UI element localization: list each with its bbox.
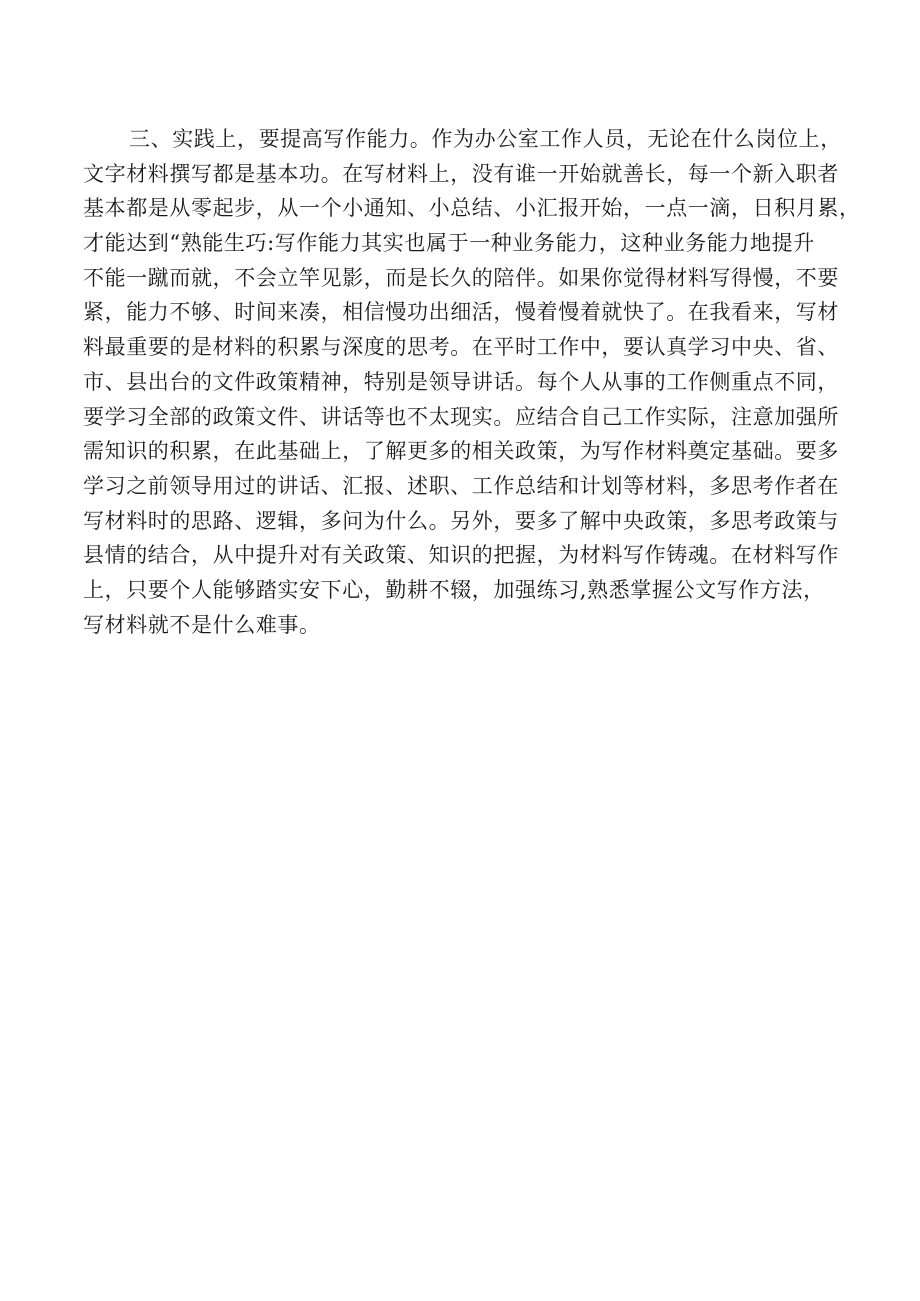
paragraph-line: 学习之前领导用过的讲话、汇报、述职、工作总结和计划等材料，多思考作者在 bbox=[83, 473, 839, 498]
paragraph-line: 县情的结合，从中提升对有关政策、知识的把握，为材料写作铸魂。在材料写作 bbox=[83, 543, 839, 568]
paragraph-line: 上，只要个人能够踏实安下心，勤耕不辍，加强练习,熟悉掌握公文写作方法， bbox=[83, 577, 825, 602]
body-paragraph bbox=[83, 122, 863, 642]
paragraph-line: 需知识的积累，在此基础上，了解更多的相关政策，为写作材料奠定基础。要多 bbox=[83, 439, 839, 464]
paragraph-line: 不能一蹴而就，不会立竿见影，而是长久的陪伴。如果你觉得材料写得慢，不要 bbox=[83, 265, 839, 290]
paragraph-line: 才能达到“熟能生巧:写作能力其实也属于一种业务能力，这种业务能力地提升 bbox=[83, 231, 815, 256]
paragraph-line: 要学习全部的政策文件、讲话等也不太现实。应结合自己工作实际，注意加强所 bbox=[83, 404, 839, 429]
paragraph-line: 文字材料撰写都是基本功。在写材料上，没有谁一开始就善长，每一个新入职者 bbox=[83, 161, 839, 186]
paragraph-line: 写材料就不是什么难事。 bbox=[83, 612, 321, 637]
paragraph-line: 写材料时的思路、逻辑，多问为什么。另外，要多了解中央政策，多思考政策与 bbox=[83, 508, 839, 533]
paragraph-line: 基本都是从零起步，从一个小通知、小总结、小汇报开始，一点一滴，日积月累， bbox=[83, 196, 861, 221]
paragraph-line: 三、实践上，要提高写作能力。作为办公室工作人员，无论在什么岗位上， bbox=[129, 127, 842, 151]
paragraph-line: 紧，能力不够、时间来凑，相信慢功出细活，慢着慢着就快了。在我看来，写材 bbox=[83, 300, 839, 325]
paragraph-line: 市、县出台的文件政策精神，特别是领导讲话。每个人从事的工作侧重点不同， bbox=[83, 369, 839, 394]
paragraph-line: 料最重要的是材料的积累与深度的思考。在平时工作中，要认真学习中央、省、 bbox=[83, 335, 839, 360]
